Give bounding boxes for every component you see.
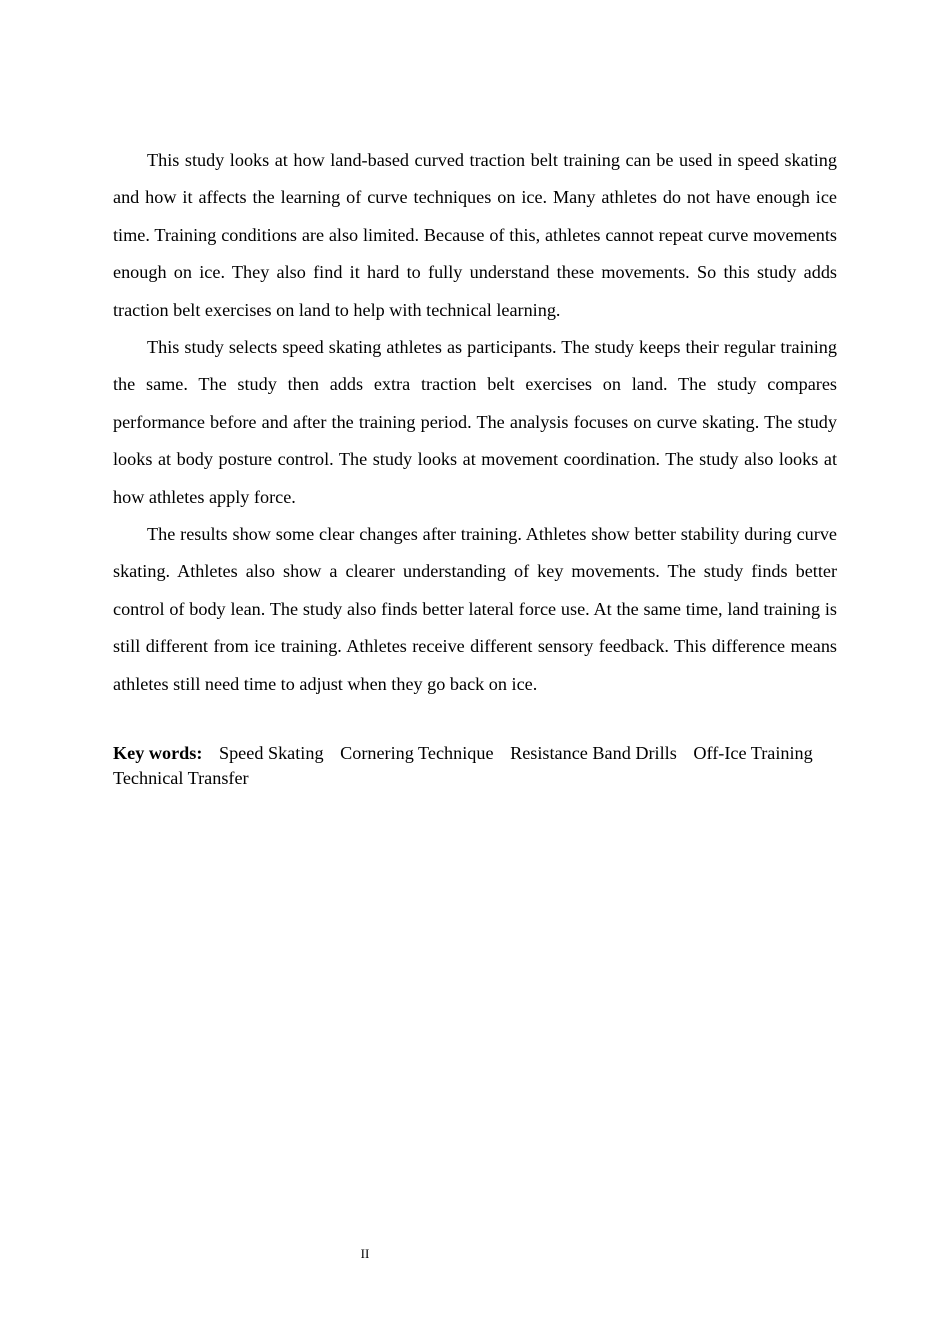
keyword-term: Technical Transfer xyxy=(113,768,249,788)
abstract-paragraph-3: The results show some clear changes after training. Athletes show better stability during curve skating. Athletes also show a clearer understanding of key movements. The study finds better control of body lean. The study also finds better lateral force use. At the same time, land training is still different from ice training. Athletes receive different sensory feedback. This difference means athletes still need time to adjust when they go back on ice. xyxy=(113,524,837,694)
keywords-section xyxy=(113,741,837,791)
page-number: II xyxy=(360,1246,370,1261)
abstract-body xyxy=(113,142,837,703)
keyword-term: Speed Skating xyxy=(218,743,324,763)
keyword-term: Cornering Technique xyxy=(340,743,494,763)
abstract-paragraph-2: This study selects speed skating athletes as participants. The study keeps their regular training the same. The study then adds extra traction belt exercises on land. The study compares performance before and after the training period. The analysis focuses on curve skating. The study looks at body posture control. The study looks at movement coordination. The study also looks at how athletes apply force. xyxy=(113,337,837,507)
keyword-term: Resistance Band Drills xyxy=(510,743,677,763)
keywords-label: Key words: xyxy=(113,743,203,763)
abstract-paragraph-1: This study looks at how land-based curved traction belt training can be used in speed skating and how it affects the learning of curve techniques on ice. Many athletes do not have enough ice time. Training conditions are also limited. Because of this, athletes cannot repeat curve movements enough on ice. They also find it hard to fully understand these movements. So this study adds traction belt exercises on land to help with technical learning. xyxy=(113,150,837,320)
keyword-term: Off-Ice Training xyxy=(693,743,813,763)
